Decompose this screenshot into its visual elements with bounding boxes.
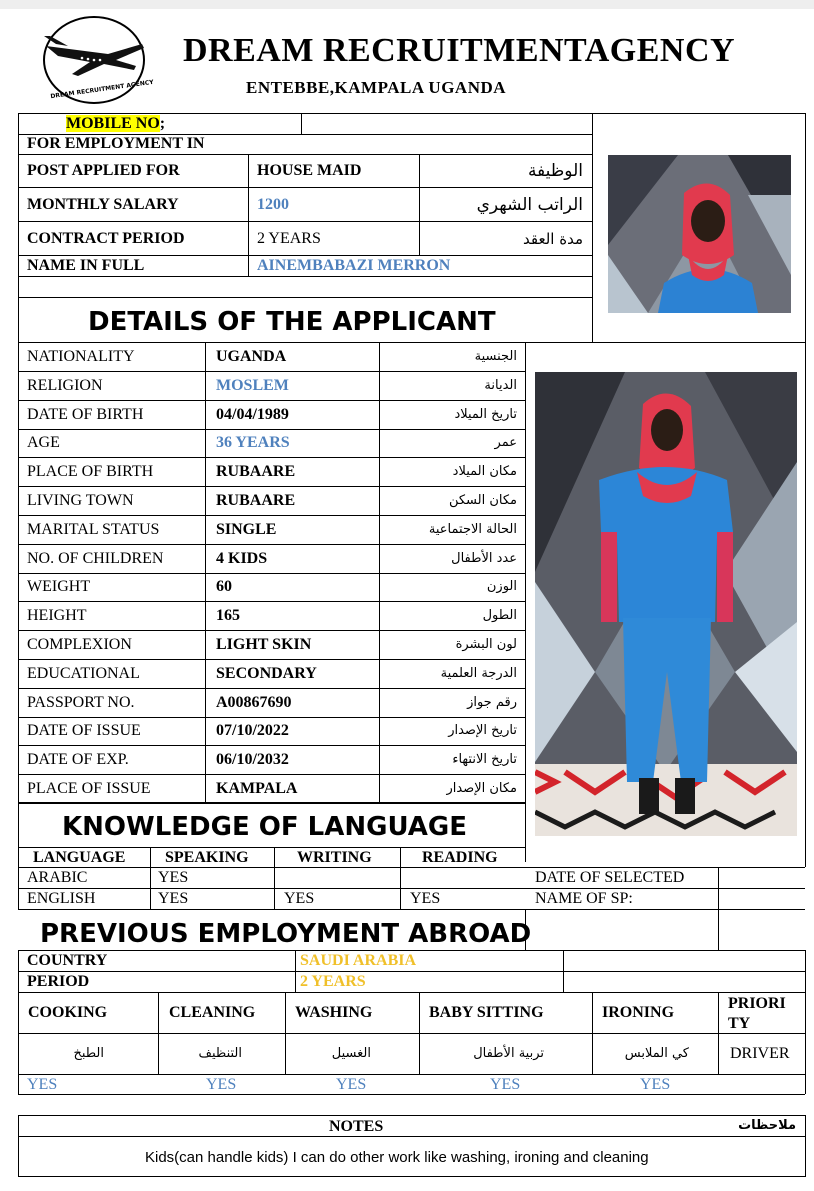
mobile-label-text: MOBILE NO <box>66 115 160 132</box>
detail-arabic: مكان السكن <box>448 493 517 508</box>
date-selected-label: DATE OF SELECTED <box>535 869 685 886</box>
rule <box>419 992 420 1074</box>
rule <box>18 802 19 910</box>
lang-row-english-writing: YES <box>284 890 315 907</box>
rule <box>18 630 525 631</box>
detail-arabic: الجنسية <box>474 349 517 364</box>
detail-arabic: الوزن <box>486 579 517 594</box>
detail-arabic: تاريخ الانتهاء <box>452 752 517 767</box>
previous-heading: PREVIOUS EMPLOYMENT ABROAD <box>40 919 532 949</box>
rule <box>419 154 420 255</box>
detail-arabic: رقم جواز <box>467 695 517 710</box>
rule <box>18 688 525 689</box>
skill-arabic-baby-sitting: تربية الأطفال <box>473 1046 544 1061</box>
rule <box>18 1115 19 1177</box>
detail-value: RUBAARE <box>216 492 296 509</box>
agency-location: ENTEBBE,KAMPALA UGANDA <box>246 78 507 97</box>
rule <box>18 950 19 1094</box>
rule <box>18 486 525 487</box>
top-strip <box>0 0 814 9</box>
rule <box>805 342 806 867</box>
rule <box>18 429 525 430</box>
rule <box>18 717 525 718</box>
skill-arabic-ironing: كي الملابس <box>624 1046 689 1061</box>
logo-arc-text: DREAM RECRUITMENT AGENCY <box>50 78 155 101</box>
skill-header-cooking: COOKING <box>28 1004 108 1021</box>
notes-arabic: ملاحظات <box>738 1118 796 1133</box>
skill-value-washing: YES <box>336 1076 367 1093</box>
rule <box>18 909 805 910</box>
country-label: COUNTRY <box>27 952 108 969</box>
rule <box>18 971 805 972</box>
rule <box>18 601 525 602</box>
skill-arabic-cleaning: التنظيف <box>198 1046 242 1061</box>
lang-row-arabic-speaking: YES <box>158 869 189 886</box>
detail-label: DATE OF EXP. <box>27 751 129 768</box>
lang-row-english-speaking: YES <box>158 890 189 907</box>
monthly-salary-arabic: الراتب الشهري <box>476 195 583 215</box>
rule <box>18 457 525 458</box>
skill-header-priority: PRIORI TY <box>728 995 786 1032</box>
rule <box>18 342 805 343</box>
rule <box>18 659 525 660</box>
agency-name: DREAM RECRUITMENTAGENCY <box>183 32 736 69</box>
rule <box>248 154 249 276</box>
rule <box>18 992 805 993</box>
employment-in-label: FOR EMPLOYMENT IN <box>27 135 205 152</box>
skill-driver: DRIVER <box>730 1045 790 1062</box>
detail-label: AGE <box>27 434 60 451</box>
detail-value: A00867690 <box>216 694 292 711</box>
rule <box>274 847 275 909</box>
detail-label: COMPLEXION <box>27 636 132 653</box>
rule <box>18 1033 805 1034</box>
post-applied-arabic: الوظيفة <box>527 161 583 181</box>
full-body-photo <box>535 372 797 836</box>
country-value: SAUDI ARABIA <box>300 952 417 969</box>
skill-arabic-washing: الغسيل <box>331 1046 371 1061</box>
detail-arabic: تاريخ الميلاد <box>454 407 517 422</box>
name-in-full-label: NAME IN FULL <box>27 257 145 274</box>
detail-value: UGANDA <box>216 348 287 365</box>
rule <box>18 745 525 746</box>
rule <box>718 992 719 1074</box>
skill-header-baby-sitting: BABY SITTING <box>429 1004 544 1021</box>
rule <box>18 371 525 372</box>
lang-header-reading: READING <box>422 849 498 866</box>
rule <box>805 950 806 1094</box>
skill-header-cleaning: CLEANING <box>169 1004 256 1021</box>
rule <box>18 342 19 802</box>
detail-label: PLACE OF BIRTH <box>27 463 154 480</box>
rule <box>18 867 805 868</box>
detail-label: NO. OF CHILDREN <box>27 550 164 567</box>
detail-value: 36 YEARS <box>216 434 290 451</box>
detail-value: KAMPALA <box>216 780 298 797</box>
notes-label: NOTES <box>329 1118 384 1135</box>
skill-value-ironing: YES <box>640 1076 671 1093</box>
rule <box>18 221 592 222</box>
period-value: 2 YEARS <box>300 973 366 990</box>
lang-header-language: LANGUAGE <box>33 849 126 866</box>
rule <box>18 400 525 401</box>
rule <box>805 1115 806 1177</box>
rule <box>285 992 286 1074</box>
rule <box>18 515 525 516</box>
period-label: PERIOD <box>27 973 90 990</box>
detail-value: MOSLEM <box>216 377 289 394</box>
name-sp-label: NAME OF SP: <box>535 890 633 907</box>
detail-arabic: مكان الإصدار <box>446 781 517 796</box>
rule <box>301 113 302 134</box>
skill-value-baby-sitting: YES <box>490 1076 521 1093</box>
detail-value: SECONDARY <box>216 665 317 682</box>
contract-period-arabic: مدة العقد <box>523 230 583 248</box>
detail-arabic: الدرجة العلمية <box>440 666 517 681</box>
detail-arabic: الطول <box>482 608 517 623</box>
detail-label: DATE OF BIRTH <box>27 406 144 423</box>
monthly-salary-value: 1200 <box>257 196 289 213</box>
post-applied-label: POST APPLIED FOR <box>27 162 180 179</box>
rule <box>295 950 296 992</box>
mobile-suffix: ; <box>159 115 166 132</box>
name-in-full-value: AINEMBABAZI MERRON <box>257 257 451 274</box>
rule <box>18 888 805 889</box>
rule <box>18 1094 805 1095</box>
rule <box>18 774 525 775</box>
contract-period-value: 2 YEARS <box>257 230 321 247</box>
detail-arabic: الحالة الاجتماعية <box>428 522 517 537</box>
rule <box>150 847 151 909</box>
rule <box>563 950 564 992</box>
rule <box>718 867 719 950</box>
rule <box>18 950 805 951</box>
detail-value: 165 <box>216 607 240 624</box>
detail-label: WEIGHT <box>27 578 91 595</box>
rule <box>18 113 805 114</box>
rule <box>525 342 526 862</box>
detail-value: 4 KIDS <box>216 550 268 567</box>
skill-arabic-cooking: الطبخ <box>73 1046 104 1061</box>
detail-label: HEIGHT <box>27 607 87 624</box>
detail-arabic: مكان الميلاد <box>452 464 517 479</box>
detail-value: 60 <box>216 578 232 595</box>
detail-label: RELIGION <box>27 377 103 394</box>
rule <box>18 847 525 848</box>
detail-arabic: تاريخ الإصدار <box>448 723 517 738</box>
portrait-photo <box>608 155 791 313</box>
detail-value: 04/04/1989 <box>216 406 289 423</box>
lang-row-english-language: ENGLISH <box>27 890 96 907</box>
rule <box>18 1136 805 1137</box>
rule <box>18 573 525 574</box>
rule <box>18 276 592 277</box>
lang-header-speaking: SPEAKING <box>165 849 249 866</box>
rule <box>205 342 206 802</box>
details-heading: DETAILS OF THE APPLICANT <box>88 307 496 337</box>
rule <box>400 847 401 909</box>
rule <box>18 154 592 155</box>
rule <box>18 255 592 256</box>
detail-arabic: عدد الأطفال <box>451 551 517 566</box>
detail-value: 07/10/2022 <box>216 722 289 739</box>
rule <box>18 802 525 803</box>
detail-label: EDUCATIONAL <box>27 665 140 682</box>
detail-arabic: لون البشرة <box>455 637 517 652</box>
detail-arabic: الديانة <box>484 378 517 393</box>
notes-text: Kids(can handle kids) I can do other work like washing, ironing and cleaning <box>145 1149 649 1166</box>
rule <box>18 803 525 804</box>
rule <box>18 297 592 298</box>
skill-header-ironing: IRONING <box>602 1004 675 1021</box>
rule <box>18 1176 805 1177</box>
post-applied-value: HOUSE MAID <box>257 162 362 179</box>
rule <box>18 544 525 545</box>
detail-label: MARITAL STATUS <box>27 521 160 538</box>
detail-arabic: عمر <box>494 435 517 450</box>
skill-value-cooking: YES <box>27 1076 58 1093</box>
lang-row-arabic-language: ARABIC <box>27 869 88 886</box>
rule <box>18 1115 805 1116</box>
mobile-label <box>66 115 165 133</box>
detail-label: PLACE OF ISSUE <box>27 780 151 797</box>
language-heading: KNOWLEDGE OF LANGUAGE <box>62 812 467 842</box>
detail-value: SINGLE <box>216 521 277 538</box>
detail-label: LIVING TOWN <box>27 492 134 509</box>
contract-period-label: CONTRACT PERIOD <box>27 230 185 247</box>
rule <box>379 342 380 802</box>
lang-header-writing: WRITING <box>297 849 372 866</box>
detail-label: PASSPORT NO. <box>27 694 135 711</box>
lang-row-english-reading: YES <box>410 890 441 907</box>
monthly-salary-label: MONTHLY SALARY <box>27 196 179 213</box>
skill-value-cleaning: YES <box>206 1076 237 1093</box>
rule <box>18 113 19 342</box>
rule <box>18 187 592 188</box>
detail-value: LIGHT SKIN <box>216 636 312 653</box>
rule <box>805 113 806 342</box>
detail-label: NATIONALITY <box>27 348 135 365</box>
skill-header-washing: WASHING <box>295 1004 373 1021</box>
rule <box>592 992 593 1074</box>
rule <box>592 113 593 342</box>
detail-value: 06/10/2032 <box>216 751 289 768</box>
detail-value: RUBAARE <box>216 463 296 480</box>
detail-label: DATE OF ISSUE <box>27 722 141 739</box>
rule <box>18 1074 805 1075</box>
rule <box>158 992 159 1074</box>
